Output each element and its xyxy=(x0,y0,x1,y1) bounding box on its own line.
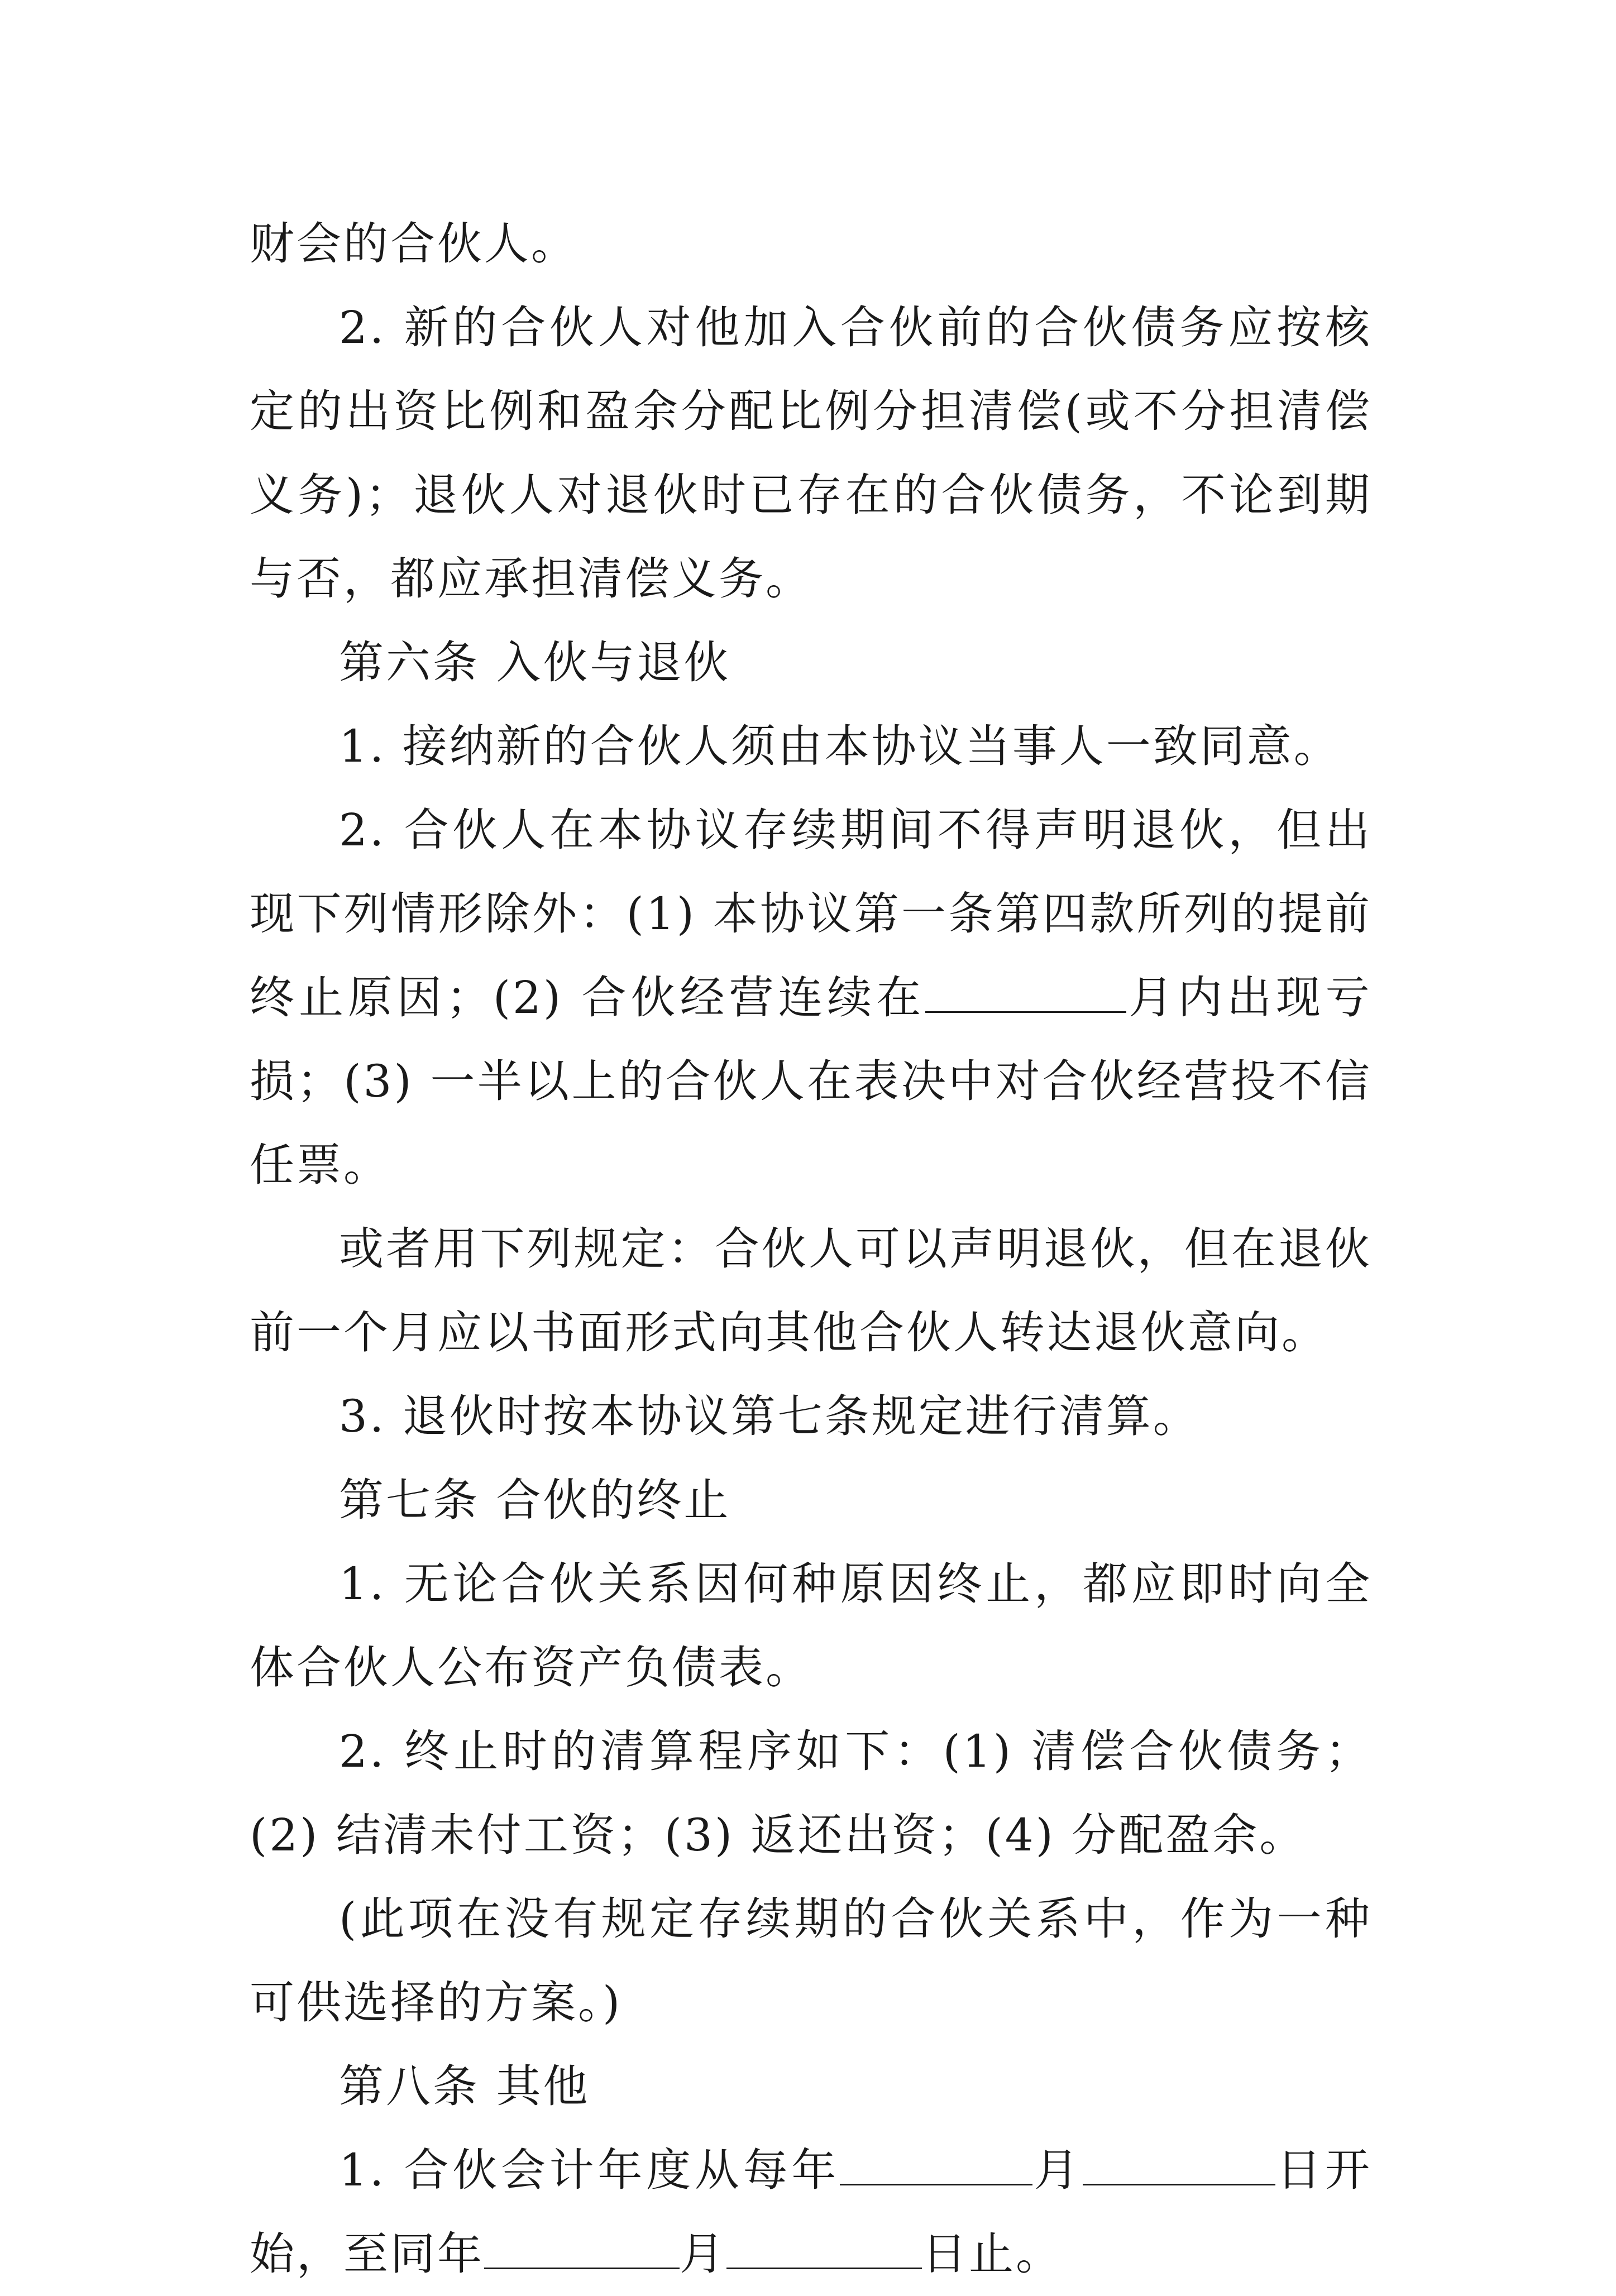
fill-in-blank[interactable] xyxy=(484,2228,680,2269)
section-heading: 第六条 入伙与退伙 xyxy=(339,637,731,688)
paragraph-text: 日止。 xyxy=(922,2228,1063,2280)
paragraph: (此项在没有规定存续期的合伙关系中，作为一种可供选择的方案。) xyxy=(250,1893,1372,2029)
paragraph-text: 月 xyxy=(1032,2144,1083,2196)
paragraph-text: 月 xyxy=(680,2228,726,2280)
paragraph: 或者用下列规定：合伙人可以声明退伙，但在退伙前一个月应以书面形式向其他合伙人转达退伙意向。 xyxy=(250,1223,1372,1359)
paragraph: 2. 终止时的清算程序如下：(1) 清偿合伙债务；(2) 结清未付工资；(3) 返还出资；(4) 分配盈余。 xyxy=(250,1725,1372,1861)
fill-in-blank[interactable] xyxy=(1083,2145,1275,2185)
section-heading: 第八条 其他 xyxy=(339,2060,590,2112)
fill-in-blank[interactable] xyxy=(840,2145,1032,2185)
paragraph xyxy=(250,788,1372,1207)
paragraph-text: 1. 合伙会计年度从每年 xyxy=(339,2144,840,2196)
paragraph: 2. 新的合伙人对他加入合伙前的合伙债务应按核定的出资比例和盈余分配比例分担清偿(或不分担清偿义务)；退伙人对退伙时已存在的合伙债务，不论到期与否，都应承担清偿义务。 xyxy=(250,302,1372,605)
fill-in-blank[interactable] xyxy=(925,972,1126,1013)
paragraph xyxy=(250,2128,1372,2296)
paragraph-text: 月内出现亏损；(3) 一半以上的合伙人在表决中对合伙经营投不信任票。 xyxy=(250,972,1373,1191)
section-heading: 第七条 合伙的终止 xyxy=(339,1474,731,1526)
paragraph: 财会的合伙人。 xyxy=(250,218,578,270)
paragraph-text: 日开始，至同年 xyxy=(250,2144,1373,2280)
paragraph: 1. 接纳新的合伙人须由本协议当事人一致同意。 xyxy=(339,720,1341,772)
fill-in-blank[interactable] xyxy=(726,2228,922,2269)
paragraph: 3. 退伙时按本协议第七条规定进行清算。 xyxy=(339,1390,1200,1442)
paragraph: 1. 无论合伙关系因何种原因终止，都应即时向全体合伙人公布资产负债表。 xyxy=(250,1558,1372,1694)
document-body xyxy=(250,202,1372,2296)
paragraph-text: 2. 合伙人在本协议存续期间不得声明退伙，但出现下列情形除外：(1) 本协议第一条第四款所列的提前终止原因；(2) 合伙经营连续在 xyxy=(250,804,1372,1023)
